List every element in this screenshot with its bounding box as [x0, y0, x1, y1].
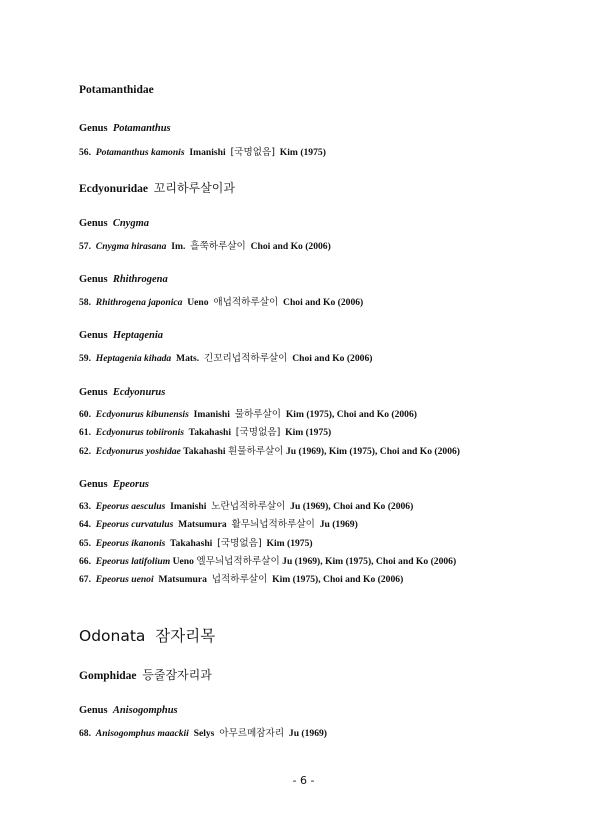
species-entry-65: 65. Epeorus ikanonis Takahashi [국명없음] Kim (1975) — [79, 538, 313, 549]
species-entry-58: 58. Rhithrogena japonica Ueno 애넙적하루살이 Choi and Ko (2006) — [79, 297, 364, 308]
genus-heading-epeorus: Genus Epeorus — [79, 479, 150, 490]
genus-heading-cnygma: Genus Cnygma — [79, 218, 150, 229]
species-entry-64: 64. Epeorus curvatulus Matsumura 활무늬넙적하루살이 Ju (1969) — [79, 519, 358, 530]
species-entry-60: 60. Ecdyonurus kibunensis Imanishi 물하루살이 Kim (1975), Choi and Ko (2006) — [79, 409, 417, 420]
species-entry-57: 57. Cnygma hirasana Im. 흘쭉하루살이 Choi and Ko (2006) — [79, 241, 331, 252]
page-number: - 6 - — [292, 774, 315, 787]
family-heading-gomphidae: Gomphidae 등줄잠자리과 — [79, 668, 212, 682]
genus-heading-heptagenia: Genus Heptagenia — [79, 330, 164, 341]
species-entry-61: 61. Ecdyonurus tobiironis Takahashi [국명없음] Kim (1975) — [79, 427, 332, 438]
genus-heading-potamanthus: Genus Potamanthus — [79, 123, 171, 134]
species-entry-59: 59. Heptagenia kihada Mats. 긴꼬리넙적하루살이 Choi and Ko (2006) — [79, 353, 373, 364]
species-entry-66: 66. Epeorus latifolium Ueno 엘무늬넙적하루살이 Ju (1969), Kim (1975), Choi and Ko (2006) — [79, 556, 457, 567]
species-entry-62: 62. Ecdyonurus yoshidae Takahashi 흰물하루살이 Ju (1969), Kim (1975), Choi and Ko (2006) — [79, 446, 461, 457]
genus-heading-anisogomphus: Genus Anisogomphus — [79, 705, 178, 716]
species-entry-56: 56. Potamanthus kamonis Imanishi [국명없음] Kim (1975) — [79, 147, 326, 158]
genus-heading-ecdyonurus: Genus Ecdyonurus — [79, 387, 166, 398]
species-entry-63: 63. Epeorus aesculus Imanishi 노란넙적하루살이 Ju (1969), Choi and Ko (2006) — [79, 501, 414, 512]
species-entry-68: 68. Anisogomphus maackii Selys 아무르메잠자리 Ju (1969) — [79, 728, 327, 739]
species-entry-67: 67. Epeorus uenoi Matsumura 넙적하루살이 Kim (1975), Choi and Ko (2006) — [79, 574, 404, 585]
genus-heading-rhithrogena: Genus Rhithrogena — [79, 274, 168, 285]
family-heading-potamanthidae — [79, 84, 154, 96]
family-heading-ecdyonuridae: Ecdyonuridae 꼬리하루살이과 — [79, 181, 235, 195]
order-heading-odonata: Odonata 잠자리목 — [79, 627, 216, 645]
family-name: Potamanthidae — [79, 84, 154, 96]
